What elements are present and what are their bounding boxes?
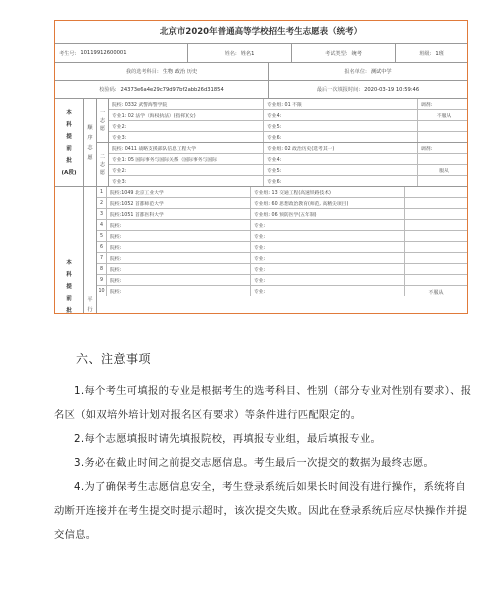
choice-number: 一 志 愿	[97, 99, 109, 142]
class-cell: 班级: 1班	[419, 50, 444, 57]
table-row: 8 院校: 专业:	[97, 264, 467, 275]
parallel-rows	[97, 187, 467, 314]
choice-group-2	[97, 143, 467, 186]
info-row-2	[55, 63, 467, 81]
note-2: 2.每个志愿填报时请先填报院校，再填报专业组，最后填报专业。	[74, 433, 382, 445]
table-row: 院校: 0332 武警海警学院 专业组: 01 不限 调剂:	[109, 99, 467, 110]
table-row: 专业3: 专业6:	[109, 132, 467, 142]
choice-number: 二 志 愿	[97, 143, 109, 186]
table-row: 2 院校:1052 首都师范大学 专业组: 60 思想政治教育(师范, 高精尖项目)	[97, 198, 467, 209]
info-row-1	[55, 44, 467, 63]
school-cell: 报名单位: 测试中学	[344, 69, 392, 75]
table-row: 专业2: 专业5:	[109, 121, 467, 132]
table-row: 专业1: 05 国际事务与国际关系（国际事务与国际 专业4:	[109, 154, 467, 165]
table-row: 10 院校: 专业: 不服从	[97, 286, 467, 296]
batch-a-section	[55, 99, 467, 187]
table-row: 5 院校: 专业:	[97, 231, 467, 242]
table-row: 7 院校: 专业:	[97, 253, 467, 264]
checksum-cell: 校验码: 24373e6a4e29c79d97bf2abb26d31854	[55, 81, 269, 98]
table-row: 专业3: 专业6:	[109, 176, 467, 186]
order-choice-label: 顺 序 志 愿	[84, 99, 97, 186]
choice-group-1	[97, 99, 467, 143]
table-row: 4 院校: 专业:	[97, 220, 467, 231]
note-1: 1.每个考生可填报的专业是根据考生的选考科目、性别（部分专业对性别有要求）、报名区（如双培外培计划对报名区有要求）等条件进行匹配限定的。	[54, 385, 472, 421]
table-row: 9 院校: 专业:	[97, 275, 467, 286]
exam-number-cell: 考生号: 10119912600001	[55, 44, 188, 62]
choice-groups	[97, 99, 467, 186]
subjects-cell: 我的选考科目: 生物 政治 历史	[55, 63, 269, 80]
table-row: 专业1: 02 法学（海权执法）(指挥)(女) 专业4: 不服从	[109, 110, 467, 121]
batch-b-label: 本 科 提 前 批	[55, 187, 84, 314]
application-form-image	[54, 20, 468, 314]
exam-type-cell: 考试类型: 统考	[292, 44, 396, 62]
table-row: 院校: 0411 战略支援部队信息工程大学 专业组: 02 政治历史(选考其一) 调剂:	[109, 143, 467, 154]
adjust-value: 服从	[439, 168, 449, 174]
note-3: 3.务必在截止时间之前提交志愿信息。考生最后一次提交的数据为最终志愿。	[74, 457, 435, 469]
table-row: 专业2: 专业5: 服从	[109, 165, 467, 176]
table-row: 1 院校:1049 北京工业大学 专业组: 13 交通工程(高速铁路技术)	[97, 187, 467, 198]
batch-a-label: 本 科 提 前 批 (A段)	[55, 99, 84, 186]
name-cell: 姓名: 姓名1	[188, 44, 292, 62]
form-title: 北京市2020年普通高等学校招生考生志愿表（统考）	[55, 21, 467, 44]
note-4: 4.为了确保考生志愿信息安全，考生登录系统后如果长时间没有进行操作，系统将自动断开连接并在考生提交时提示超时，该次提交失败。因此在登录系统后应尽快操作并提交信息。	[54, 481, 468, 541]
parallel-choice-label: 平 行	[84, 187, 97, 314]
batch-b-section	[55, 187, 467, 314]
table-row: 6 院校: 专业:	[97, 242, 467, 253]
table-row: 3 院校:1051 首都医科大学 专业组: 06 预防医学(五年制)	[97, 209, 467, 220]
adjust-value: 不服从	[428, 290, 444, 296]
adjust-value: 不服从	[436, 113, 452, 119]
notes-section	[54, 350, 474, 547]
notes-heading: 六、注意事项	[76, 352, 152, 366]
last-submit-cell: 最后一次填报时间: 2020-03-19 10:59:46	[316, 86, 420, 93]
info-row-3	[55, 81, 467, 99]
